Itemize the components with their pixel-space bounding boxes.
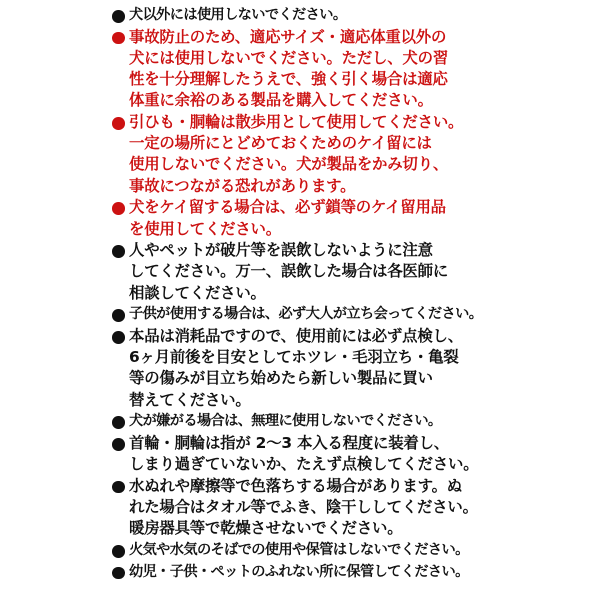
notice-text: 犬以外には使用しないでください。 xyxy=(129,7,347,23)
bullet-icon xyxy=(112,416,125,429)
list-item xyxy=(112,540,488,561)
bullet-icon xyxy=(112,10,125,23)
caution-notice-list xyxy=(112,5,488,583)
notice-text: 犬をケイ留する場合は、必ず鎖等のケイ留用品 を使用してください。 xyxy=(129,198,446,238)
notice-text: 子供が使用する場合は、必ず大人が立ち会ってください。 xyxy=(129,306,483,323)
list-item xyxy=(112,304,488,325)
list-item xyxy=(112,476,488,540)
list-item xyxy=(112,5,488,26)
list-item xyxy=(112,240,488,304)
bullet-icon xyxy=(112,32,125,45)
notice-text: 事故防止のため、適応サイズ・適応体重以外の 犬には使用しないでください。ただし、犬の習 性を十分理解したうえで、強く引く場合は適応 体重に余裕のある製品を購入してください。 xyxy=(129,27,449,110)
bullet-icon xyxy=(112,117,125,130)
notice-text: 火気や水気のそばでの使用や保管はしないでください。 xyxy=(129,542,469,559)
bullet-icon xyxy=(112,202,125,215)
bullet-icon xyxy=(112,245,125,258)
notice-text: 犬が嫌がる場合は、無理に使用しないでください。 xyxy=(129,413,442,430)
notice-text: 首輪・胴輪は指が 2～3 本入る程度に装着し、 しまり過ぎていないか、たえず点検してください。 xyxy=(129,434,479,474)
list-item xyxy=(112,411,488,432)
list-item xyxy=(112,433,488,475)
bullet-icon xyxy=(112,481,125,494)
bullet-icon xyxy=(112,567,125,580)
bullet-icon xyxy=(112,438,125,451)
notice-text: 本品は消耗品ですので、使用前には必ず点検し、 6ヶ月前後を目安としてホツレ・毛羽立ち・亀裂 等の傷みが目立ち始めたら新しい製品に買い 替えてください。 xyxy=(129,327,463,409)
notice-text: 引ひも・胴輪は散歩用として使用してください。 一定の場所にとどめておくためのケイ留には 使用しないでください。犬が製品をかみ切り、 事故につながる恐れがあります。 xyxy=(129,113,464,195)
list-item xyxy=(112,197,488,239)
bullet-icon xyxy=(112,309,125,322)
list-item xyxy=(112,112,488,197)
list-item xyxy=(112,27,488,112)
notice-text: 人やペットが破片等を誤飲しないように注意 してください。万一、誤飲した場合は各医師に 相談してください。 xyxy=(129,241,449,302)
bullet-icon xyxy=(112,545,125,558)
notice-text: 幼児・子供・ペットのふれない所に保管してください。 xyxy=(129,563,469,580)
bullet-icon xyxy=(112,331,125,344)
list-item xyxy=(112,562,488,583)
list-item xyxy=(112,326,488,411)
notice-text: 水ぬれや摩擦等で色落ちする場合があります。ぬ れた場合はタオル等でふき、陰干ししてください。 暖房器具等で乾燥させないでください。 xyxy=(129,476,478,538)
